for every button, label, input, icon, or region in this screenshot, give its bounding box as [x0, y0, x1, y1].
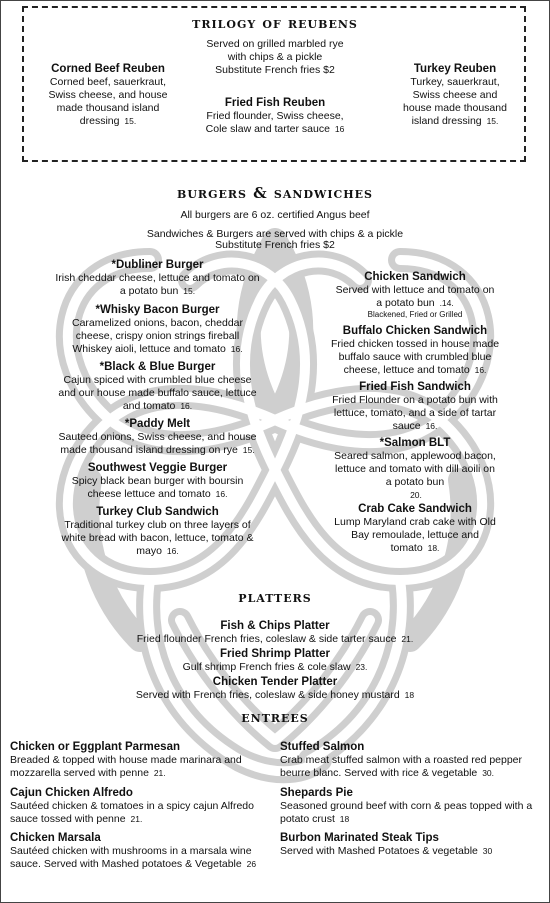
menu-item-southwest-veggie-burger: Southwest Veggie Burger Spicy black bean burger with boursin cheese lettuce and tomato 16.: [71, 462, 244, 500]
menu-item-fish-chips-platter: Fish & Chips Platter Fried flounder French fries, coleslaw & side tarter sauce 21.: [136, 620, 414, 645]
burgers-title: burgers & sandwiches: [177, 184, 373, 202]
burgers-intro-3: Substitute French fries $2: [215, 239, 335, 251]
menu-item-fried-shrimp-platter: Fried Shrimp Platter Gulf shrimp French fries & cole slaw 23.: [182, 648, 368, 673]
menu-item-cajun-chicken-alfredo: Cajun Chicken Alfredo Sautéed chicken & tomatoes in a spicy cajun Alfredo sauce tossed with penne 21.: [10, 787, 254, 825]
menu-item-turkey-reuben: Turkey Reuben Turkey, sauerkraut, Swiss cheese and house made thousand island dressing 15.: [403, 63, 507, 127]
menu-item-burbon-steak-tips: Burbon Marinated Steak Tips Served with Mashed Potatoes & vegetable 30: [280, 832, 493, 857]
entrees-title: entrees: [241, 708, 309, 726]
menu-item-chicken-eggplant-parmesan: Chicken or Eggplant Parmesan Breaded & topped with house made marinara and mozzarella served with penne 21.: [10, 741, 242, 779]
menu-item-dubliner-burger: *Dubliner Burger Irish cheddar cheese, lettuce and tomato on a potato bun 15.: [55, 259, 260, 297]
menu-item-corned-beef-reuben: Corned Beef Reuben Corned beef, sauerkraut, Swiss cheese, and house made thousand island dressing 15.: [48, 63, 168, 127]
menu-item-fried-fish-sandwich: Fried Fish Sandwich Fried Flounder on a potato bun with lettuce, tomato, and a side of tartar sauce 16.: [332, 381, 498, 432]
menu-item-chicken-sandwich: Chicken Sandwich Served with lettuce and tomato on a potato bun .14. Blackened, Fried or Grilled: [335, 271, 495, 319]
menu-item-turkey-club-sandwich: Turkey Club Sandwich Traditional turkey club on three layers of white bread with bacon, lettuce, tomato & mayo 16.: [61, 506, 254, 557]
menu-item-chicken-marsala: Chicken Marsala Sautéed chicken with mushrooms in a marsala wine sauce. Served with Mashed potatoes & Vegetable 26: [10, 832, 257, 870]
reubens-title: trilogy of reubens: [192, 14, 358, 32]
burgers-intro-1: All burgers are 6 oz. certified Angus beef: [180, 209, 370, 221]
menu-item-buffalo-chicken-sandwich: Buffalo Chicken Sandwich Fried chicken tossed in house made buffalo sauce with crumbled blue cheese, lettuce and tomato 16.: [330, 325, 500, 376]
menu-item-salmon-blt: *Salmon BLT Seared salmon, applewood bacon, lettuce and tomato with dill aoili on a potato bun 20.: [334, 437, 496, 500]
menu-item-crab-cake-sandwich: Crab Cake Sandwich Lump Maryland crab cake with Old Bay remoulade, lettuce and tomato 18.: [334, 503, 496, 554]
menu-item-paddy-melt: *Paddy Melt Sauteed onions, Swiss cheese, and house made thousand island dressing on rye 15.: [58, 418, 257, 456]
menu-item-whisky-bacon-burger: *Whisky Bacon Burger Caramelized onions, bacon, cheddar cheese, crispy onion strings fireball Whiskey aioli, lettuce and tomato 16.: [71, 304, 244, 355]
menu-item-fried-fish-reuben: Fried Fish Reuben Fried flounder, Swiss cheese, Cole slaw and tarter sauce 16: [205, 97, 345, 135]
menu-item-stuffed-salmon: Stuffed Salmon Crab meat stuffed salmon with a roasted red pepper beurre blanc. Served with rice & vegetable 30.: [280, 741, 523, 779]
platters-title: platters: [238, 588, 312, 606]
menu-item-shepards-pie: Shepards Pie Seasoned ground beef with corn & peas topped with a potato crust 18: [280, 787, 533, 825]
burgers-intro-2: Sandwiches & Burgers are served with chips & a pickle: [146, 228, 404, 240]
reubens-intro: Served on grilled marbled rye with chips & a pickle Substitute French fries $2: [206, 38, 344, 76]
menu-item-chicken-tender-platter: Chicken Tender Platter Served with French fries, coleslaw & side honey mustard 18: [135, 676, 415, 701]
menu-item-black-blue-burger: *Black & Blue Burger Cajun spiced with crumbled blue cheese and our house made buffalo sauce, lettuce and tomato 16.: [58, 361, 257, 412]
